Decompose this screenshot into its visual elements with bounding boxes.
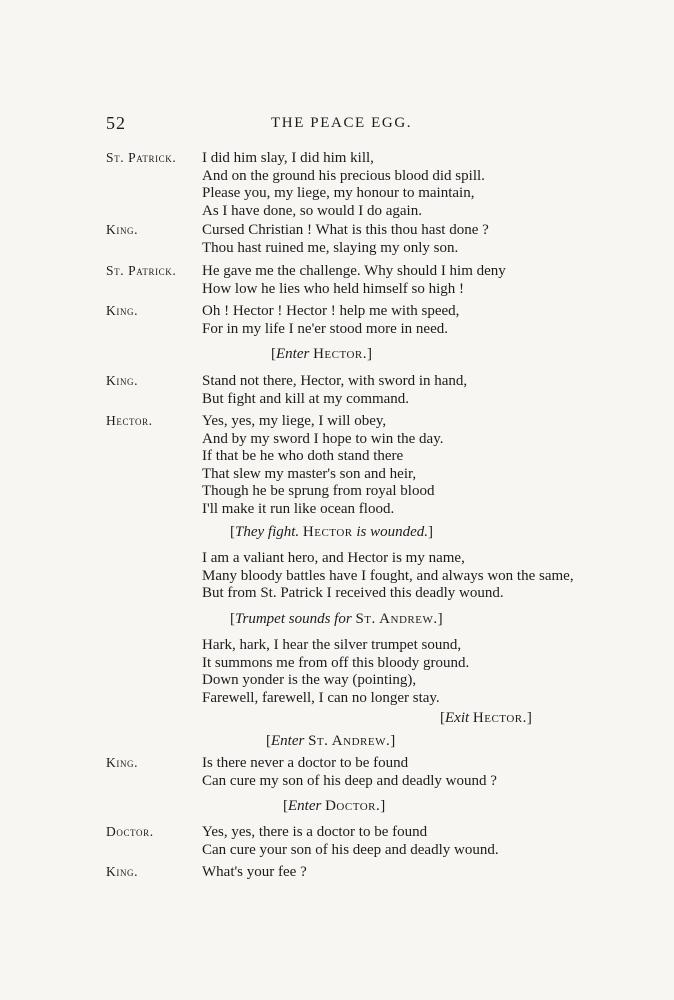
speech-lines bbox=[202, 303, 459, 338]
speaker-name: St. Patrick. bbox=[106, 150, 177, 165]
verse-line: What's your fee ? bbox=[202, 864, 307, 880]
speech-lines bbox=[202, 824, 499, 859]
speech-lines bbox=[202, 755, 497, 790]
verse-line: Can cure your son of his deep and deadly wound. bbox=[202, 841, 499, 858]
verse-line: And by my sword I hope to win the day. bbox=[202, 430, 444, 447]
verse-line: And on the ground his precious blood did spill. bbox=[202, 167, 485, 184]
verse-line: I'll make it run like ocean flood. bbox=[202, 500, 395, 517]
verse-line: Yes, yes, my liege, I will obey, bbox=[202, 413, 387, 429]
verse-line: That slew my master's son and heir, bbox=[202, 465, 417, 482]
speech-lines bbox=[202, 263, 506, 298]
verse-line: If that be he who doth stand there bbox=[202, 448, 404, 464]
verse-line: Farewell, farewell, I can no longer stay. bbox=[202, 689, 440, 706]
verse-line: Many bloody battles have I fought, and always won the same, bbox=[202, 567, 574, 584]
verse-line: I am a valiant hero, and Hector is my name, bbox=[202, 550, 465, 566]
verse-line: Thou hast ruined me, slaying my only son. bbox=[202, 239, 459, 256]
speech-lines bbox=[202, 413, 444, 518]
verse-line: I did him slay, I did him kill, bbox=[202, 150, 374, 166]
speaker-name: Doctor. bbox=[106, 824, 154, 839]
speech-lines bbox=[202, 373, 467, 408]
verse-line: He gave me the challenge. Why should I him deny bbox=[202, 263, 506, 279]
speaker-name: King. bbox=[106, 222, 139, 237]
speech-lines bbox=[202, 637, 469, 707]
verse-line: Hark, hark, I hear the silver trumpet sound, bbox=[202, 637, 462, 653]
stage-direction-enter-st-andrew: [Enter St. Andrew.] bbox=[266, 733, 396, 749]
verse-line: Stand not there, Hector, with sword in hand, bbox=[202, 373, 468, 389]
verse-line: Is there never a doctor to be found bbox=[202, 755, 409, 771]
speech-lines bbox=[202, 550, 574, 603]
verse-line: But from St. Patrick I received this deadly wound. bbox=[202, 585, 504, 601]
stage-direction-enter-hector: [Enter Hector.] bbox=[271, 346, 373, 362]
verse-line: How low he lies who held himself so high ! bbox=[202, 280, 465, 297]
stage-direction-fight: [They fight. Hector is wounded.] bbox=[230, 524, 434, 540]
stage-direction-trumpet: [Trumpet sounds for St. Andrew.] bbox=[230, 611, 443, 627]
verse-line: As I have done, so would I do again. bbox=[202, 202, 422, 219]
stage-direction-exit-hector: [Exit Hector.] bbox=[440, 710, 532, 726]
verse-line: But fight and kill at my command. bbox=[202, 390, 410, 407]
verse-line: Please you, my liege, my honour to maintain, bbox=[202, 185, 475, 201]
speaker-name: St. Patrick. bbox=[106, 263, 177, 278]
verse-line: Though he be sprung from royal blood bbox=[202, 483, 435, 499]
speaker-name: King. bbox=[106, 755, 139, 770]
speech-lines bbox=[202, 222, 489, 257]
stage-direction-enter-doctor: [Enter Doctor.] bbox=[283, 798, 386, 814]
speaker-name: Hector. bbox=[106, 413, 153, 428]
verse-line: It summons me from off this bloody ground. bbox=[202, 654, 470, 671]
speaker-name: King. bbox=[106, 303, 139, 318]
speaker-name: King. bbox=[106, 864, 139, 879]
page-number: 52 bbox=[106, 113, 126, 133]
running-title: THE PEACE EGG. bbox=[271, 115, 413, 131]
verse-line: Yes, yes, there is a doctor to be found bbox=[202, 824, 428, 840]
speech-lines bbox=[202, 864, 307, 882]
verse-line: Cursed Christian ! What is this thou hast done ? bbox=[202, 222, 489, 238]
verse-line: Down yonder is the way (pointing), bbox=[202, 672, 417, 688]
verse-line: Can cure my son of his deep and deadly wound ? bbox=[202, 772, 497, 789]
verse-line: Oh ! Hector ! Hector ! help me with speed, bbox=[202, 303, 460, 319]
verse-line: For in my life I ne'er stood more in need. bbox=[202, 320, 448, 337]
speaker-name: King. bbox=[106, 373, 139, 388]
speech-lines bbox=[202, 150, 485, 220]
